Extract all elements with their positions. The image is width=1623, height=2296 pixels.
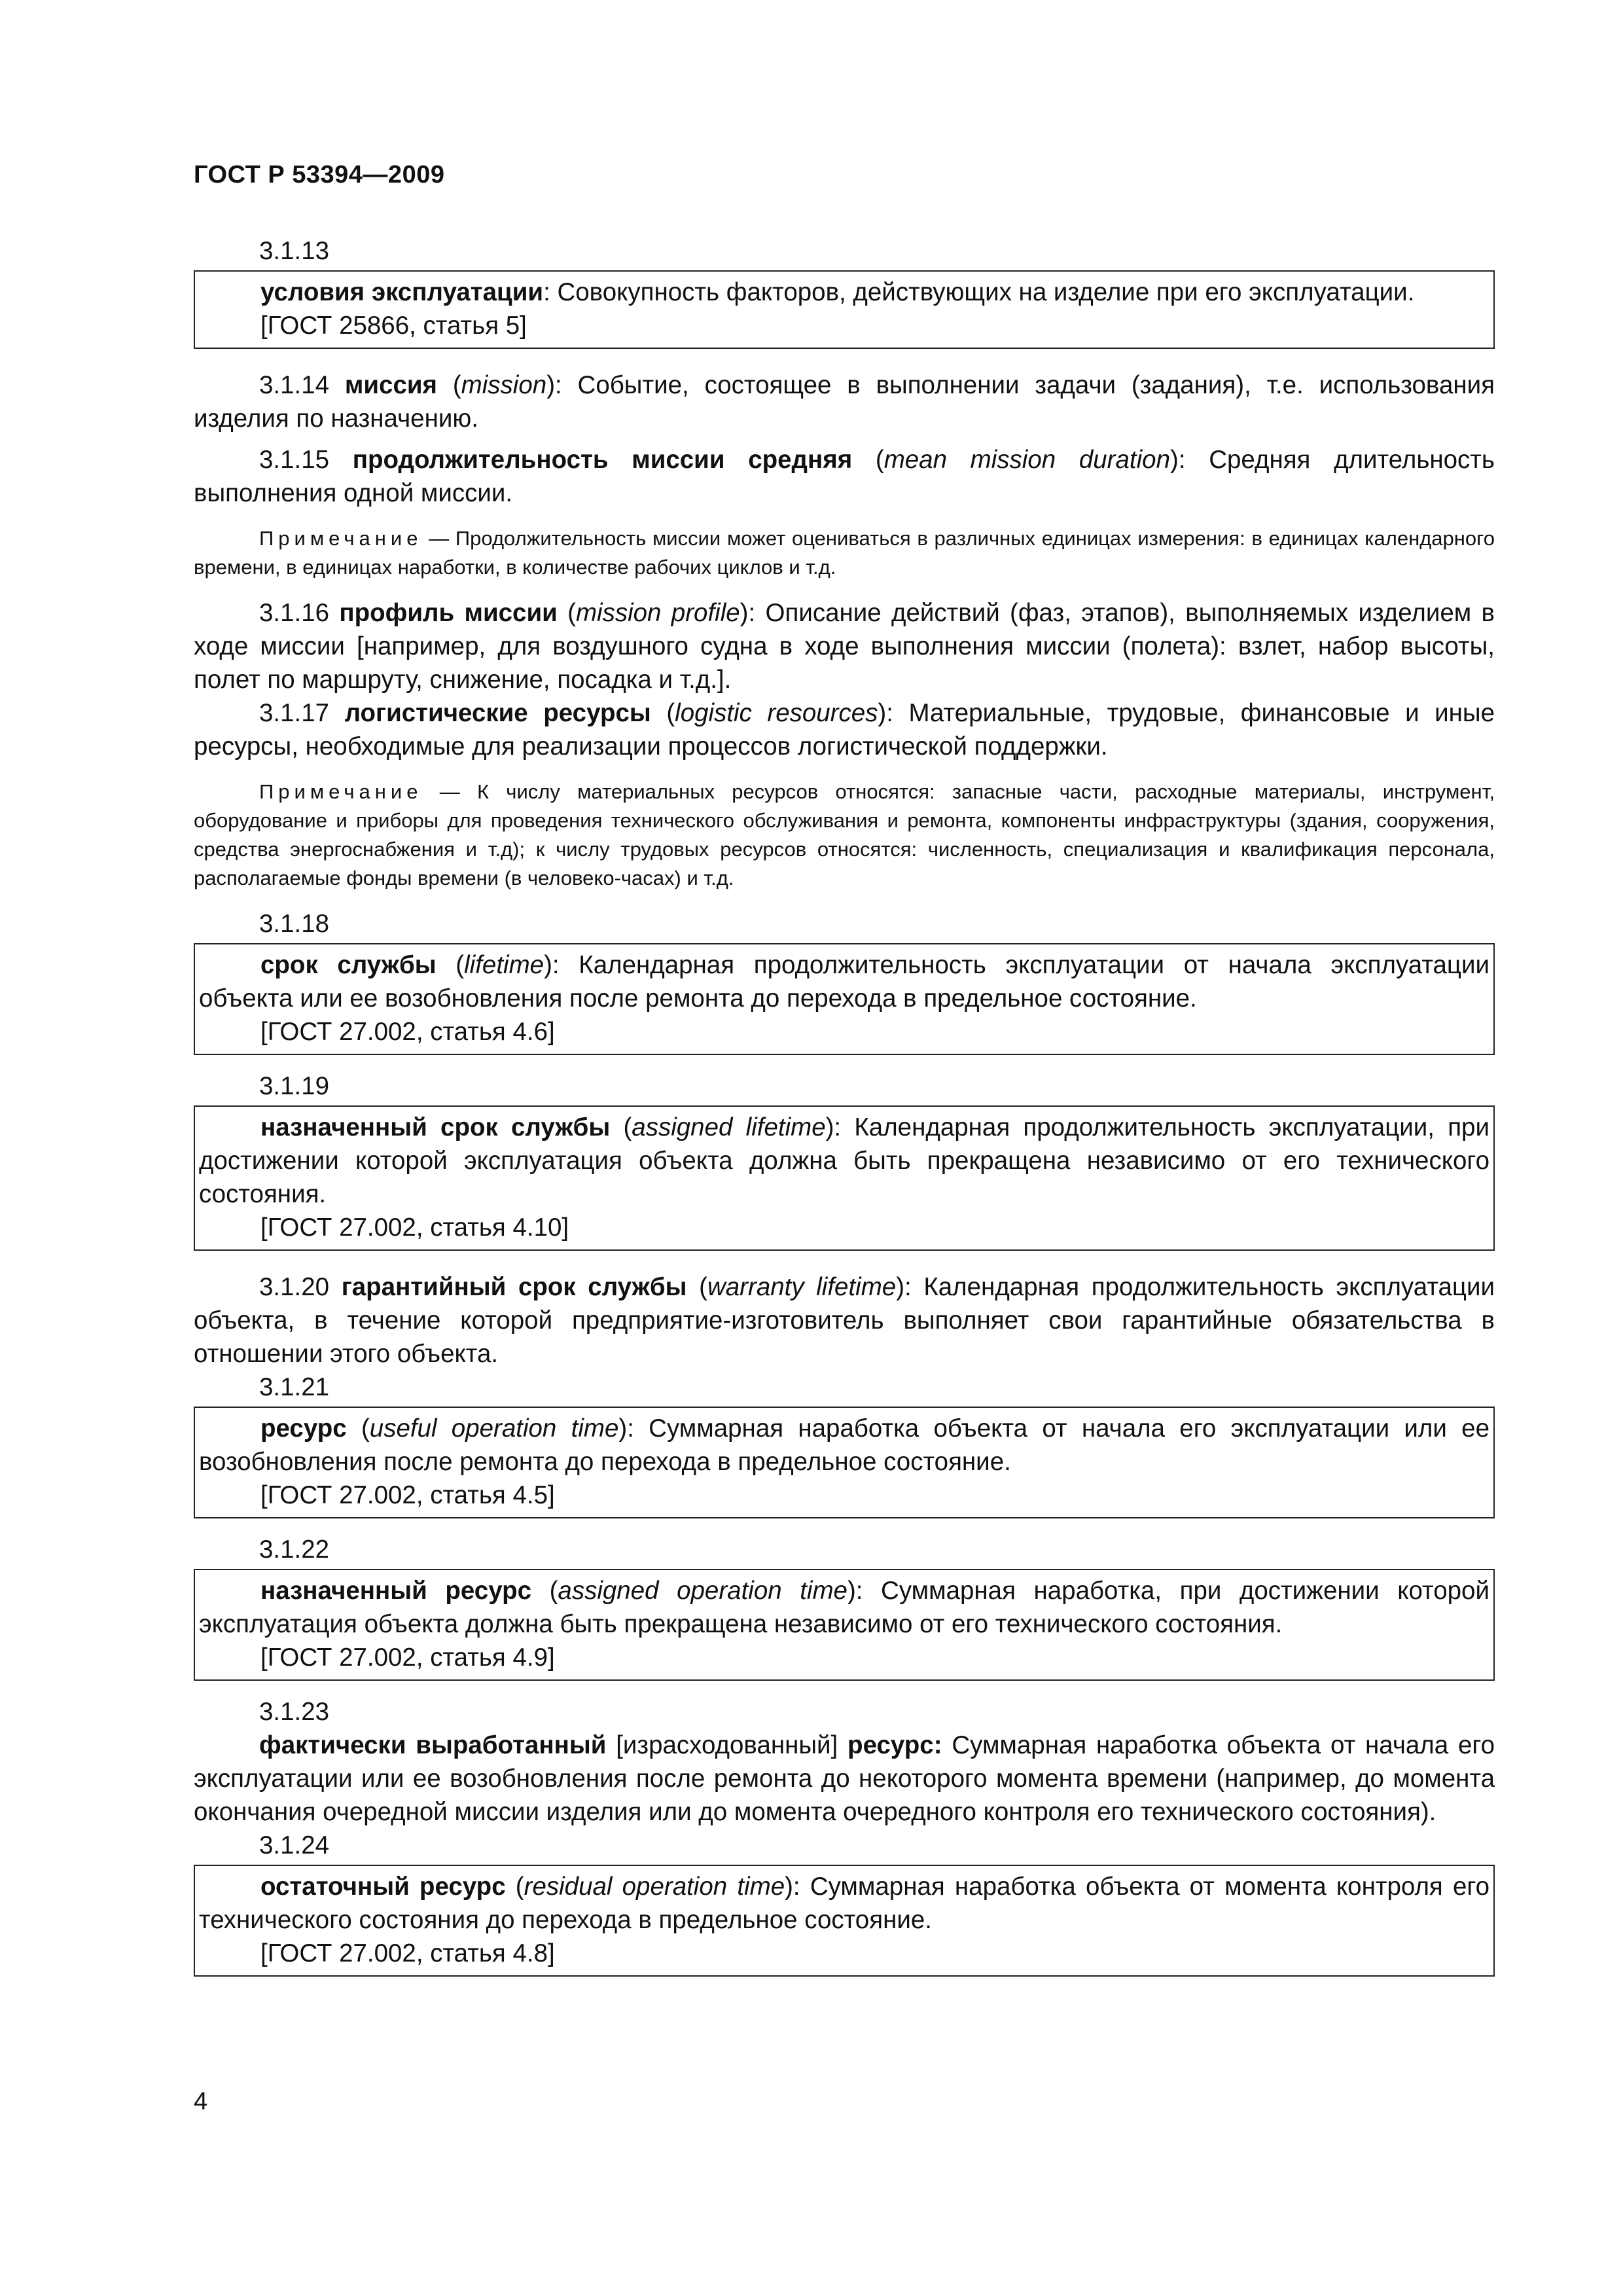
definition-box-3-1-24 — [194, 1865, 1495, 1977]
definition-text — [199, 276, 1489, 309]
note-text: — Продолжительность миссии может оцениваться в различных единицах измерения: в единицах календарного времени, в единицах наработки, в количестве рабочих циклов и т.д. — [194, 527, 1495, 579]
reference: [ГОСТ 27.002, статья 4.6] — [260, 1018, 555, 1046]
definition-text: назначенный срок службы (assigned lifetime): Календарная продолжительность эксплуатации, при достижении которой эксплуатация объекта должна быть прекращена независимо от его технического состояния. — [199, 1113, 1489, 1208]
reference: [ГОСТ 27.002, статья 4.9] — [260, 1643, 555, 1672]
definition-text: ресурс (useful operation time): Суммарная наработка объекта от начала его эксплуатации или ее возобновления после ремонта до перехода в предельное состояние. — [199, 1414, 1489, 1476]
definition: ): Описание действий (фаз, этапов), выполняемых изделием в ходе миссии [например, для воздушного судна в ходе выполнения миссии (полета): взлет, набор высоты, полет по маршруту, снижение, посадка и т.д.]. — [194, 599, 1495, 694]
section-number-3-1-23: 3.1.23 — [259, 1698, 330, 1726]
page-number: 4 — [194, 2088, 208, 2115]
definition-text: срок службы (lifetime): Календарная продолжительность эксплуатации от начала эксплуатации объекта или ее возобновления после ремонта до перехода в предельное состояние. — [199, 951, 1489, 1013]
section-number: 3.1.15 — [259, 446, 330, 474]
term: назначенный срок службы — [260, 1113, 611, 1141]
english-term: residual operation time — [524, 1873, 785, 1901]
definition-box-3-1-22 — [194, 1569, 1495, 1681]
section-number-3-1-21: 3.1.21 — [259, 1373, 330, 1401]
definition-text: остаточный ресурс (residual operation time): Суммарная наработка объекта от момента контроля его технического состояния до перехода в предельное состояние. — [199, 1873, 1489, 1934]
term: продолжительность миссии средняя — [352, 446, 853, 474]
english-term: lifetime — [464, 951, 544, 979]
definition-box-3-1-19 — [194, 1105, 1495, 1251]
term: гарантийный срок службы — [341, 1273, 687, 1301]
section-number: 3.1.20 — [259, 1273, 330, 1301]
paragraph-3-1-20: 3.1.20 гарантийный срок службы (warranty lifetime): Календарная продолжительность эксплуатации объекта, в течение которой предприятие-изготовитель выполняет свои гарантийные обязательства в отношении этого объекта. — [194, 1273, 1495, 1368]
reference: [ГОСТ 27.002, статья 4.10] — [260, 1213, 569, 1242]
definition: Суммарная наработка объекта от начала его эксплуатации или ее возобновления после ремонта до некоторого момента времени (например, до момента окончания очередной миссии изделия или до момента очередного контроля его технического состояния). — [194, 1731, 1495, 1826]
section-number-3-1-19: 3.1.19 — [259, 1072, 330, 1100]
document-header: ГОСТ Р 53394—2009 — [194, 161, 445, 188]
definition: ): Календарная продолжительность эксплуатации объекта, в течение которой предприятие-изготовитель выполняет свои гарантийные обязательства в отношении этого объекта. — [194, 1273, 1495, 1368]
paragraph-3-1-15: 3.1.15 продолжительность миссии средняя (mean mission duration): Средняя длительность выполнения одной миссии. — [194, 446, 1495, 507]
note-2 — [194, 778, 1495, 893]
english-term: useful operation time — [369, 1414, 619, 1443]
english-term: assigned operation time — [558, 1577, 847, 1605]
definition: : Совокупность факторов, действующих на изделие при его эксплуатации. — [543, 278, 1415, 306]
section-number-3-1-13: 3.1.13 — [259, 237, 330, 265]
paragraph-3-1-16: 3.1.16 профиль миссии (mission profile): Описание действий (фаз, этапов), выполняемых изделием в ходе миссии [например, для воздушного судна в ходе выполнения миссии (полета): взлет, набор высоты, полет по маршруту, снижение, посадка и т.д.]. — [194, 599, 1495, 694]
term-suffix: ресурс: — [847, 1731, 942, 1759]
definition: ): Календарная продолжительность эксплуатации, при достижении которой эксплуатация объекта должна быть прекращена независимо от его технического состояния. — [199, 1113, 1489, 1208]
definition: ): Суммарная наработка объекта от момента контроля его технического состояния до перехода в предельное состояние. — [199, 1873, 1489, 1934]
document-body — [194, 234, 1495, 1977]
english-term: mean mission duration — [883, 446, 1170, 474]
reference: [ГОСТ 25866, статья 5] — [260, 312, 527, 340]
english-term: warranty lifetime — [707, 1273, 897, 1301]
english-term: mission profile — [575, 599, 740, 627]
paragraph-3-1-14: 3.1.14 миссия (mission): Событие, состоящее в выполнении задачи (задания), т.е. использования изделия по назначению. — [194, 371, 1495, 433]
english-term: assigned lifetime — [632, 1113, 826, 1141]
definition: ): Материальные, трудовые, финансовые и иные ресурсы, необходимые для реализации процессов логистической поддержки. — [194, 699, 1495, 761]
section-number: 3.1.14 — [259, 371, 330, 399]
definition: ): Средняя длительность выполнения одной миссии. — [194, 446, 1495, 507]
english-term: mission — [461, 371, 547, 399]
note-text: — К числу материальных ресурсов относятся: запасные части, расходные материалы, инструмент, оборудование и приборы для проведения технического обслуживания и ремонта, компоненты инфраструктуры (здания, сооружения, средства энергоснабжения и т.д); к числу трудовых ресурсов относятся: численность, специализация и квалификация персонала, располагаемые фонды времени (в человеко-часах) и т.д. — [194, 780, 1495, 889]
definition-box-3-1-21 — [194, 1407, 1495, 1518]
definition-box-3-1-13 — [194, 270, 1495, 349]
alt-term: [израсходованный] — [606, 1731, 848, 1759]
definition: ): Событие, состоящее в выполнении задачи (задания), т.е. использования изделия по назначению. — [194, 371, 1495, 433]
definition-box-3-1-18 — [194, 943, 1495, 1055]
note-label: Примечание — [259, 527, 423, 550]
paragraph-3-1-17: 3.1.17 логистические ресурсы (logistic resources): Материальные, трудовые, финансовые и иные ресурсы, необходимые для реализации процессов логистической поддержки. — [194, 699, 1495, 761]
paragraph-3-1-23 — [194, 1729, 1495, 1829]
term: профиль миссии — [339, 599, 558, 627]
section-number: 3.1.17 — [259, 699, 330, 727]
term: срок службы — [260, 951, 437, 979]
term: условия эксплуатации — [260, 278, 544, 306]
english-term: logistic resources — [675, 699, 878, 727]
section-number-3-1-24: 3.1.24 — [259, 1831, 330, 1859]
definition: ): Суммарная наработка, при достижении которой эксплуатация объекта должна быть прекращена независимо от его технического состояния. — [199, 1577, 1489, 1638]
note-1 — [194, 524, 1495, 582]
section-number-3-1-18: 3.1.18 — [259, 910, 330, 938]
term: остаточный ресурс — [260, 1873, 506, 1901]
reference: [ГОСТ 27.002, статья 4.8] — [260, 1939, 555, 1967]
term: ресурс — [260, 1414, 347, 1443]
term: назначенный ресурс — [260, 1577, 532, 1605]
reference: [ГОСТ 27.002, статья 4.5] — [260, 1481, 555, 1509]
note-label: Примечание — [259, 780, 423, 803]
term: фактически выработанный — [259, 1731, 607, 1759]
term: логистические ресурсы — [344, 699, 651, 727]
definition: ): Календарная продолжительность эксплуатации от начала эксплуатации объекта или ее возобновления после ремонта до перехода в предельное состояние. — [199, 951, 1489, 1013]
term: миссия — [344, 371, 437, 399]
section-number-3-1-22: 3.1.22 — [259, 1535, 330, 1564]
definition-text: назначенный ресурс (assigned operation time): Суммарная наработка, при достижении которой эксплуатация объекта должна быть прекращена независимо от его технического состояния. — [199, 1577, 1489, 1638]
definition: ): Суммарная наработка объекта от начала его эксплуатации или ее возобновления после ремонта до перехода в предельное состояние. — [199, 1414, 1489, 1476]
section-number: 3.1.16 — [259, 599, 330, 627]
